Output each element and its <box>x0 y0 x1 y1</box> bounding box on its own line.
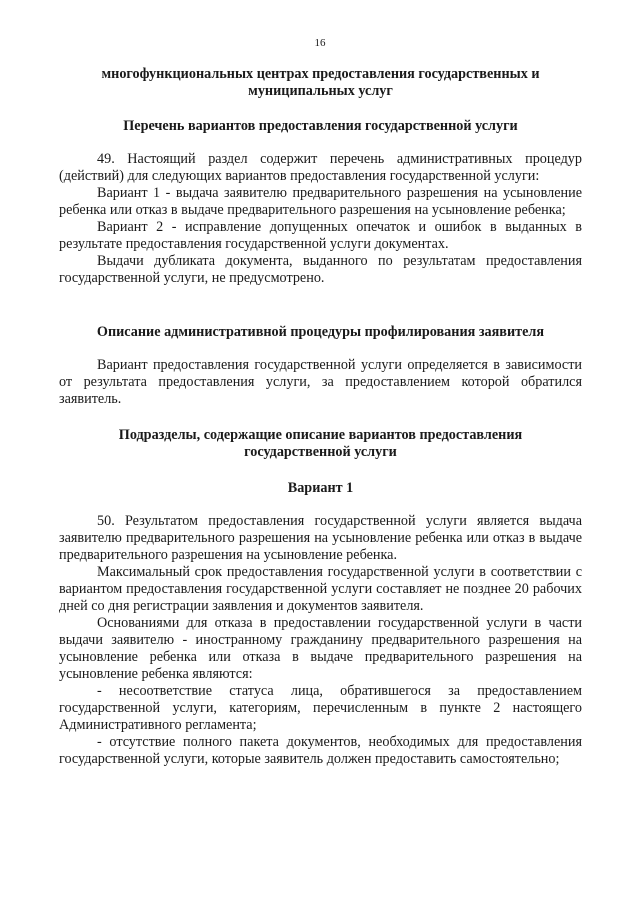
section-title-profiling: Описание административной процедуры профилирования заявителя <box>96 324 545 340</box>
page-number: 16 <box>314 37 326 49</box>
section-variants-body <box>59 151 582 287</box>
variant-1-title: Вариант 1 <box>287 480 354 496</box>
list-item-status-mismatch: - несоответствие статуса лица, обратившегося за предоставлением государственной услуги, категориям, перечисленным в пункте 2 настоящего Административного регламента; <box>59 683 582 733</box>
section-title-subsections-line1: Подразделы, содержащие описание вариантов предоставления <box>118 427 523 443</box>
paragraph-49: 49. Настоящий раздел содержит перечень административных процедур (действий) для следующих вариантов предоставления государственной услуги: <box>59 151 582 184</box>
section-profiling-body <box>59 357 582 408</box>
paragraph-variant-1: Вариант 1 - выдача заявителю предварительного разрешения на усыновление ребенка или отказ в выдаче предварительного разрешения на усыновление ребенка; <box>59 185 582 218</box>
paragraph-variant-2: Вариант 2 - исправление допущенных опечаток и ошибок в выданных в результате предоставления государственной услуги документах. <box>59 219 582 252</box>
heading-continuation-line2: муниципальных услуг <box>248 83 393 99</box>
paragraph-duplicate: Выдачи дубликата документа, выданного по результатам предоставления государственной услуги, не предусмотрено. <box>59 253 582 286</box>
paragraph-max-term: Максимальный срок предоставления государственной услуги в соответствии с вариантом предоставления государственной услуги составляет не позднее 20 рабочих дней со дня регистрации заявления и документов заявителя. <box>59 564 582 614</box>
section-title-variants-list: Перечень вариантов предоставления государственной услуги <box>123 118 518 134</box>
paragraph-profiling: Вариант предоставления государственной услуги определяется в зависимости от результата предоставления услуги, за предоставлением которой обратился заявитель. <box>59 357 582 407</box>
section-variant-1-body <box>59 513 582 768</box>
paragraph-refusal-grounds: Основаниями для отказа в предоставлении государственной услуги в части выдачи заявителю - иностранному гражданину предварительного разрешения на усыновление ребенка или отказа в выдаче предварительного разрешения на усыновление ребенка являются: <box>59 615 582 682</box>
section-title-subsections-line2: государственной услуги <box>244 444 397 460</box>
paragraph-50: 50. Результатом предоставления государственной услуги является выдача заявителю предварительного разрешения на усыновление ребенка или отказ в выдаче предварительного разрешения на усыновление ребенка. <box>59 513 582 563</box>
heading-continuation <box>59 66 582 100</box>
heading-continuation-line1: многофункциональных центрах предоставления государственных и <box>101 66 540 82</box>
list-item-missing-documents: - отсутствие полного пакета документов, необходимых для предоставления государственной услуги, которые заявитель должен предоставить самостоятельно; <box>59 734 582 767</box>
section-title-subsections <box>59 427 582 461</box>
